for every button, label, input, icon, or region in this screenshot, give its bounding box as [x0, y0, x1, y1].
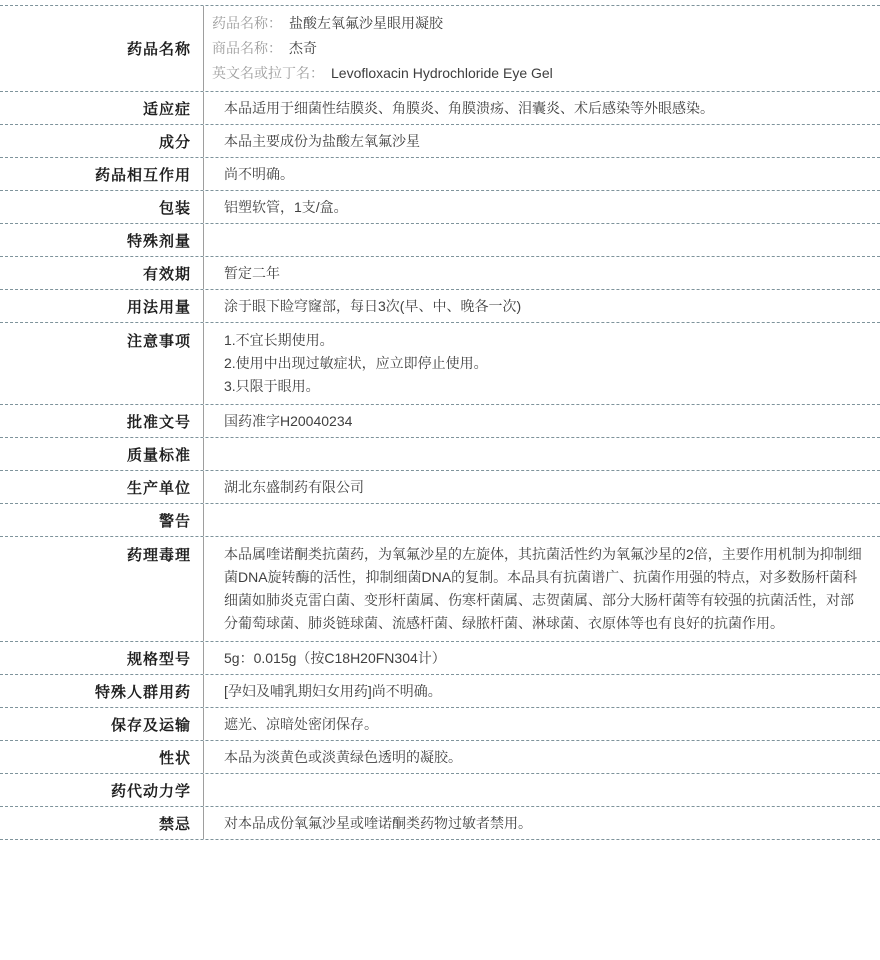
row-value	[204, 224, 880, 256]
row-label: 药品相互作用	[0, 158, 204, 190]
row-value: 5g：0.015g（按C18H20FN304计）	[224, 649, 446, 666]
row-value: 本品为淡黄色或淡黄绿色透明的凝胶。	[224, 748, 462, 765]
row-value: 铝塑软管，1支/盒。	[224, 198, 348, 215]
row-value: 尚不明确。	[224, 165, 294, 182]
row-label: 特殊人群用药	[0, 675, 204, 707]
row-value	[204, 6, 880, 91]
table-row-shelf-life	[0, 257, 880, 290]
row-value	[204, 504, 880, 536]
row-value: 本品适用于细菌性结膜炎、角膜炎、角膜溃疡、泪囊炎、术后感染等外眼感染。	[224, 99, 714, 116]
field-value: 杰奇	[289, 40, 317, 56]
table-row-drug-name	[0, 6, 880, 92]
row-label: 禁忌	[0, 807, 204, 839]
row-value: 对本品成份氧氟沙星或喹诺酮类药物过敏者禁用。	[224, 814, 532, 831]
row-label: 药理毒理	[0, 537, 204, 641]
row-value: 本品属喹诺酮类抗菌药，为氧氟沙星的左旋体，其抗菌活性约为氧氟沙星的2倍，主要作用机制为抑制细菌DNA旋转酶的活性，抑制细菌DNA的复制。本品具有抗菌谱广、抗菌作用强的特点，对多数肠杆菌科细菌如肺炎克雷白菌、变形杆菌属、伤寒杆菌属、志贺菌属、部分大肠杆菌等有较强的抗菌活性，对部分葡萄球菌、肺炎链球菌、流感杆菌、绿脓杆菌、淋球菌、衣原体等也有良好的抗菌作用。	[224, 546, 862, 631]
row-value: 涂于眼下睑穹窿部，每日3次(早、中、晚各一次)	[224, 297, 522, 314]
field-value: 盐酸左氧氟沙星眼用凝胶	[289, 15, 443, 31]
row-value: 本品主要成份为盐酸左氧氟沙星	[224, 132, 420, 149]
row-value: 湖北东盛制药有限公司	[224, 478, 364, 495]
row-label: 注意事项	[0, 323, 204, 404]
row-label: 警告	[0, 504, 204, 536]
table-row-quality-standard	[0, 438, 880, 471]
row-value: 国药准字H20040234	[224, 412, 353, 429]
row-label: 性状	[0, 741, 204, 773]
table-row-contraindications	[0, 807, 880, 840]
drug-info-table	[0, 5, 880, 840]
row-label: 包装	[0, 191, 204, 223]
row-label: 质量标准	[0, 438, 204, 470]
table-row-packaging	[0, 191, 880, 224]
table-row-specification	[0, 642, 880, 675]
row-label: 适应症	[0, 92, 204, 124]
row-label: 特殊剂量	[0, 224, 204, 256]
precaution-line: 1.不宜长期使用。	[224, 332, 334, 348]
drug-name-line	[212, 11, 443, 36]
table-row-approval-number	[0, 405, 880, 438]
table-row-warning	[0, 504, 880, 537]
table-row-appearance	[0, 741, 880, 774]
precaution-line: 2.使用中出现过敏症状，应立即停止使用。	[224, 355, 488, 371]
table-row-precautions	[0, 323, 880, 405]
table-row-pharmacology	[0, 537, 880, 642]
table-row-ingredients	[0, 125, 880, 158]
field-value: Levofloxacin Hydrochloride Eye Gel	[331, 65, 553, 81]
english-name-line	[212, 61, 553, 86]
table-row-interactions	[0, 158, 880, 191]
row-label: 生产单位	[0, 471, 204, 503]
row-value: 遮光、凉暗处密闭保存。	[224, 715, 378, 732]
table-row-special-populations	[0, 675, 880, 708]
row-label: 保存及运输	[0, 708, 204, 740]
table-row-special-dosage	[0, 224, 880, 257]
row-value: [孕妇及哺乳期妇女用药]尚不明确。	[224, 682, 442, 699]
precaution-line: 3.只限于眼用。	[224, 378, 320, 394]
row-label: 用法用量	[0, 290, 204, 322]
field-key: 商品名称：	[212, 40, 282, 56]
table-row-storage	[0, 708, 880, 741]
brand-name-line	[212, 36, 317, 61]
row-label: 成分	[0, 125, 204, 157]
row-label: 规格型号	[0, 642, 204, 674]
table-row-usage	[0, 290, 880, 323]
row-value	[204, 774, 880, 806]
row-value	[204, 438, 880, 470]
table-row-pharmacokinetics	[0, 774, 880, 807]
table-row-indications	[0, 92, 880, 125]
field-key: 药品名称：	[212, 15, 282, 31]
row-label: 批准文号	[0, 405, 204, 437]
row-label: 有效期	[0, 257, 204, 289]
row-value: 暂定二年	[224, 264, 280, 281]
row-label: 药代动力学	[0, 774, 204, 806]
row-value	[204, 323, 880, 404]
table-row-manufacturer	[0, 471, 880, 504]
row-label: 药品名称	[0, 6, 204, 91]
field-key: 英文名或拉丁名：	[212, 65, 324, 81]
